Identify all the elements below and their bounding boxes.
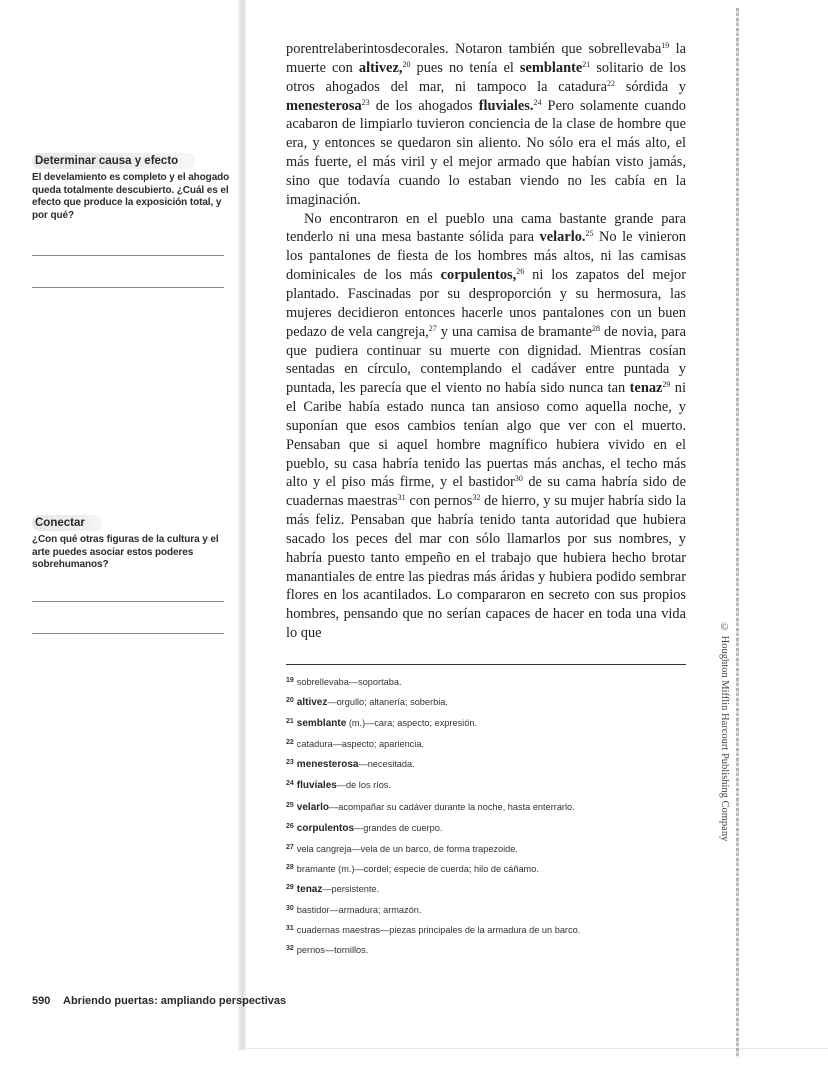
sidebar-note-cause-effect bbox=[32, 151, 232, 288]
footnote-number: 24 bbox=[286, 780, 294, 788]
glossary-term: altivez, bbox=[358, 59, 403, 76]
footnote-term: catadura bbox=[296, 739, 333, 750]
footnote-number: 32 bbox=[286, 945, 294, 953]
footnote-definition: —armadura; armazón. bbox=[329, 905, 422, 916]
footnote-ref: 22 bbox=[607, 78, 615, 88]
footnote-term: tenaz bbox=[296, 883, 323, 895]
footnote bbox=[286, 692, 686, 713]
footnote bbox=[286, 754, 686, 775]
footnote-ref: 24 bbox=[533, 97, 542, 107]
footnote-number: 19 bbox=[286, 677, 294, 684]
answer-line[interactable] bbox=[32, 287, 224, 288]
footnote-number: 28 bbox=[286, 863, 294, 871]
footnote-definition: —tornillos. bbox=[324, 945, 369, 956]
footnote-number: 29 bbox=[286, 883, 294, 891]
footnote-term: corpulentos bbox=[296, 822, 355, 834]
glossary-term: tenaz bbox=[629, 380, 663, 397]
footnote-ref: 27 bbox=[428, 323, 437, 333]
glossary-term: velarlo. bbox=[539, 229, 586, 246]
sidebar-note-connect bbox=[32, 513, 232, 634]
footnote-ref: 25 bbox=[585, 229, 594, 239]
footnote-definition: (m.)—cordel; especie de cuerda; hilo de cáñamo. bbox=[335, 863, 539, 874]
footnote-divider bbox=[286, 664, 686, 665]
footnote-definition: —vela de un barco, de forma trapezoide. bbox=[351, 843, 518, 854]
footnote-term: semblante bbox=[296, 718, 347, 730]
footnote-definition: —de los ríos. bbox=[336, 780, 391, 791]
footnote-ref: 29 bbox=[662, 380, 671, 390]
answer-line[interactable] bbox=[32, 633, 224, 634]
footnote-number: 26 bbox=[286, 822, 294, 830]
footnote bbox=[286, 672, 686, 692]
footnote-definition: —soportaba. bbox=[348, 677, 402, 687]
footnote-number: 31 bbox=[286, 925, 294, 933]
footnotes bbox=[286, 672, 686, 960]
footnote bbox=[286, 839, 686, 859]
note-label: Determinar causa y efecto bbox=[32, 153, 196, 169]
footnote-ref: 31 bbox=[397, 493, 406, 503]
footnote bbox=[286, 775, 686, 796]
footnote-term: cuadernas maestras bbox=[296, 925, 381, 936]
footnote-term: velarlo bbox=[296, 801, 330, 813]
footnote-ref: 21 bbox=[582, 59, 591, 69]
note-question: El develamiento es completo y el ahogado queda totalmente descubierto. ¿Cuál es el efecto que produce la exposición total, y por qué? bbox=[32, 172, 230, 221]
glossary-term: fluviales. bbox=[478, 97, 534, 114]
glossary-term: menesterosa bbox=[286, 97, 362, 114]
footnote-number: 27 bbox=[286, 843, 294, 851]
page-number: 590 bbox=[32, 995, 51, 1007]
footnote bbox=[286, 734, 686, 754]
answer-line[interactable] bbox=[32, 601, 224, 602]
page-bottom-edge bbox=[246, 1048, 828, 1049]
footnote-definition: —persistente. bbox=[322, 883, 380, 894]
footnote-ref: 19 bbox=[661, 41, 670, 50]
footnote-ref: 32 bbox=[472, 493, 481, 503]
footnote-term: pernos bbox=[296, 945, 325, 956]
footnote-definition: —grandes de cuerpo. bbox=[354, 822, 443, 833]
footnote-ref: 23 bbox=[361, 97, 370, 107]
footnote-ref: 26 bbox=[516, 267, 525, 277]
footnote-term: bramante bbox=[296, 863, 336, 874]
book-title: Abriendo puertas: ampliando perspectivas bbox=[63, 995, 287, 1007]
footnote-ref: 28 bbox=[591, 323, 600, 333]
footnote bbox=[286, 713, 686, 734]
footnote bbox=[286, 900, 686, 920]
footnote-number: 21 bbox=[286, 718, 294, 726]
footnote-definition: —acompañar su cadáver durante la noche, hasta enterrarlo. bbox=[329, 801, 575, 812]
footnote-ref: 20 bbox=[402, 59, 411, 69]
footnote bbox=[286, 818, 686, 839]
footnote bbox=[286, 940, 686, 960]
page-footer bbox=[32, 995, 286, 1007]
footnote-number: 30 bbox=[286, 905, 294, 913]
note-label: Conectar bbox=[32, 515, 103, 531]
book-gutter bbox=[238, 0, 246, 1050]
main-text bbox=[286, 40, 686, 643]
glossary-term: semblante bbox=[519, 59, 583, 76]
footnote bbox=[286, 879, 686, 900]
copyright-notice: © Houghton Mifflin Harcourt Publishing Company bbox=[719, 622, 730, 842]
footnote bbox=[286, 920, 686, 940]
footnote-term: bastidor bbox=[296, 905, 330, 916]
glossary-term: corpulentos, bbox=[440, 267, 517, 284]
footnote-definition: (m.)—cara; aspecto; expresión. bbox=[346, 718, 477, 729]
footnote-term: sobrellevaba bbox=[296, 677, 349, 687]
paragraph: porentrelaberintosdecorales. Notaron también que sobrellevaba$^{19}$ la muerte con altivez,$^{20}$ pues no tenía el semblante$^{21}$ solitario de los otros ahogados del mar, ni tampoco la catadura$^{22}$ sórdida y menesterosa$^{23}$ de los ahogados fluviales.$^{24}$ Pero solamente cuando acabaron de limpiarlo tuvieron conciencia de la clase de hombre que era, y entonces se quedaron sin aliento. No sólo era el más alto, el más fuerte, el más viril y el mejor armado que habían visto jamás, sino que todavía cuando lo estaban viendo no les cabía en la imaginación. bbox=[286, 41, 686, 208]
footnote-term: menesterosa bbox=[296, 759, 359, 771]
footnote-term: altivez bbox=[296, 697, 328, 709]
note-question: ¿Con qué otras figuras de la cultura y el arte puedes asociar estos poderes sobrehumanos? bbox=[32, 534, 219, 571]
footnote-number: 25 bbox=[286, 801, 294, 809]
footnote-definition: —aspecto; apariencia. bbox=[332, 739, 424, 750]
footnote-definition: —piezas principales de la armadura de un barco. bbox=[380, 925, 581, 936]
footnote-term: fluviales bbox=[296, 780, 337, 792]
page-edge bbox=[736, 8, 739, 1058]
footnote bbox=[286, 797, 686, 818]
footnote-number: 23 bbox=[286, 759, 294, 767]
answer-line[interactable] bbox=[32, 255, 224, 256]
footnote-definition: —orgullo; altanería; soberbia. bbox=[327, 697, 448, 708]
footnote-definition: —necesitada. bbox=[358, 759, 415, 770]
footnote-ref: 30 bbox=[514, 474, 523, 484]
footnote-term: vela cangreja bbox=[296, 843, 352, 854]
footnote bbox=[286, 859, 686, 879]
footnote-number: 22 bbox=[286, 739, 294, 747]
footnote-number: 20 bbox=[286, 697, 294, 705]
paragraph: No encontraron en el pueblo una cama bastante grande para tenderlo ni una mesa bastante sólida para velarlo.$^{25}$ No le vinieron los pantalones de fiesta de los hombres más altos, ni las camisas dominicales de los más corpulentos,$^{26}$ ni los zapatos del mejor plantado. Fascinadas por su desproporción y su hermosura, las mujeres decidieron entonces hacerle unos pantalones con un buen pedazo de vela cangreja,$^{27}$ y una camisa de bramante$^{28}$ de novia, para que pudiera continuar su muerte con dignidad. Mientras cosían sentadas en círculo, contemplando el cadáver entre puntada y puntada, les parecía que el viento no había sido nunca tan tenaz$^{29}$ ni el Caribe había estado nunca tan ansioso como aquella noche, y suponían que esos cambios tenían algo que ver con el muerto. Pensaban que si aquel hombre magnífico hubiera vivido en el pueblo, su casa habría tenido las puertas más anchas, el techo más alto y el piso más firme, y el bastidor$^{30}$ de su cama habría sido de cuadernas maestras$^{31}$ con pernos$^{32}$ de hierro, y su mujer habría sido la más feliz. Pensaban que habría tenido tanta autoridad que hubiera sacado los peces del mar con sólo llamarlos por sus nombres, y habría puesto tanto empeño en el trabajo que hubiera hecho brotar manantiales de entre las piedras más áridas y hubiera podido sembrar flores en los acantilados. Lo compararon en secreto con sus propios hombres, pensando que no serían capaces de hacer en toda una vida lo que bbox=[286, 210, 686, 642]
